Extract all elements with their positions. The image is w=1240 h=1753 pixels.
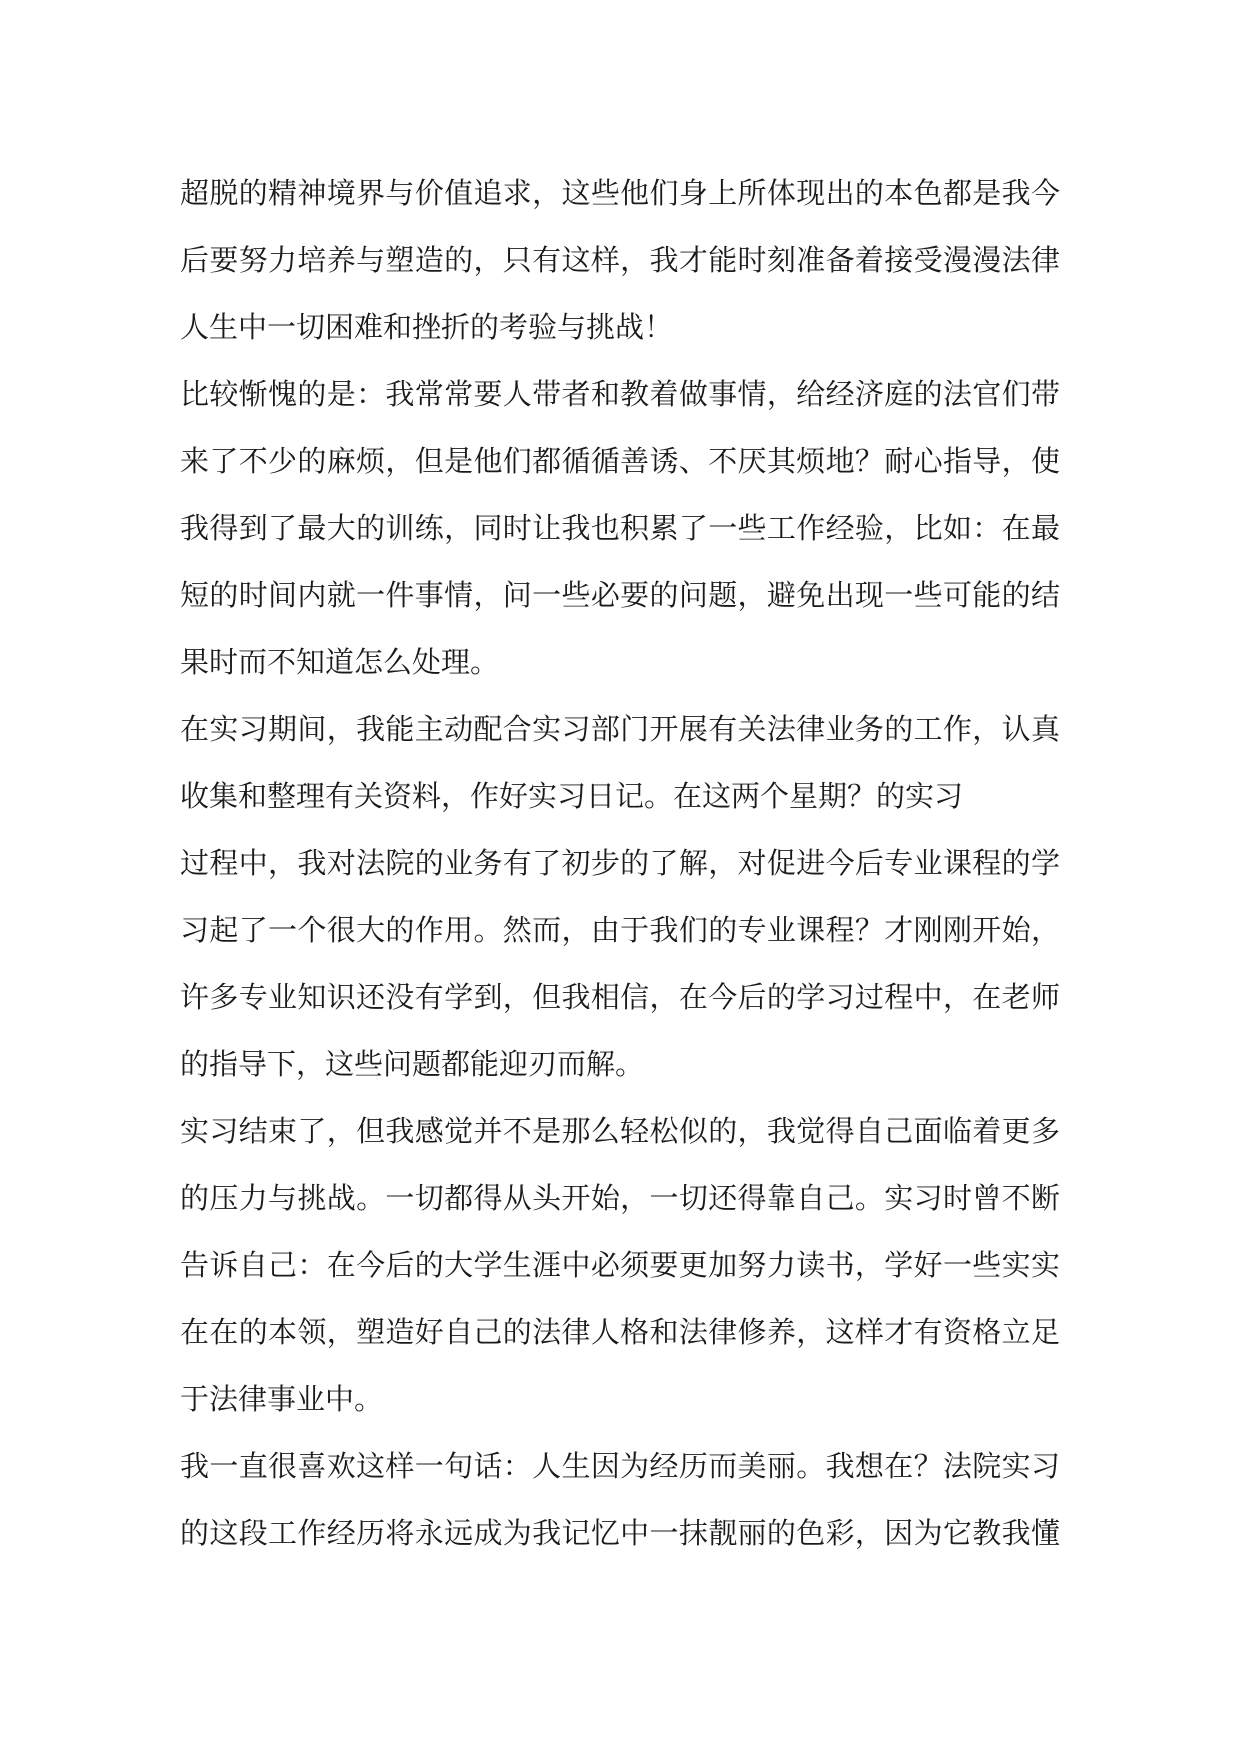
text-line: 的这段工作经历将永远成为我记忆中一抹靓丽的色彩，因为它教我懂 [180,1516,1060,1550]
text-line: 习起了一个很大的作用。然而，由于我们的专业课程？才刚刚开始， [180,913,1060,947]
text-line: 过程中，我对法院的业务有了初步的了解，对促进今后专业课程的学 [180,846,1060,880]
text-line: 比较惭愧的是：我常常要人带者和教着做事情，给经济庭的法官们带 [180,377,1060,411]
text-line: 的指导下，这些问题都能迎刃而解。 [180,1047,645,1081]
text-line: 人生中一切困难和挫折的考验与挑战！ [180,310,674,344]
text-line: 许多专业知识还没有学到，但我相信，在今后的学习过程中，在老师 [180,980,1060,1014]
text-line: 告诉自己：在今后的大学生涯中必须要更加努力读书，学好一些实实 [180,1248,1060,1282]
text-line: 短的时间内就一件事情，问一些必要的问题，避免出现一些可能的结 [180,578,1060,612]
text-line: 来了不少的麻烦，但是他们都循循善诱、不厌其烦地？耐心指导，使 [180,444,1060,478]
text-line: 后要努力培养与塑造的，只有这样，我才能时刻准备着接受漫漫法律 [180,243,1060,277]
text-line: 我得到了最大的训练，同时让我也积累了一些工作经验，比如：在最 [180,511,1060,545]
text-line: 在在的本领，塑造好自己的法律人格和法律修养，这样才有资格立足 [180,1315,1060,1349]
document-body [180,160,1060,1567]
text-line: 的压力与挑战。一切都得从头开始，一切还得靠自己。实习时曾不断 [180,1181,1060,1215]
text-line: 我一直很喜欢这样一句话：人生因为经历而美丽。我想在？法院实习 [180,1449,1060,1483]
text-line: 在实习期间，我能主动配合实习部门开展有关法律业务的工作，认真 [180,712,1060,746]
text-line: 超脱的精神境界与价值追求，这些他们身上所体现出的本色都是我今 [180,176,1060,210]
text-line: 收集和整理有关资料，作好实习日记。在这两个星期？的实习 [180,779,964,813]
text-line: 实习结束了，但我感觉并不是那么轻松似的，我觉得自己面临着更多 [180,1114,1060,1148]
text-line: 果时而不知道怎么处理。 [180,645,500,679]
text-line: 于法律事业中。 [180,1382,384,1416]
